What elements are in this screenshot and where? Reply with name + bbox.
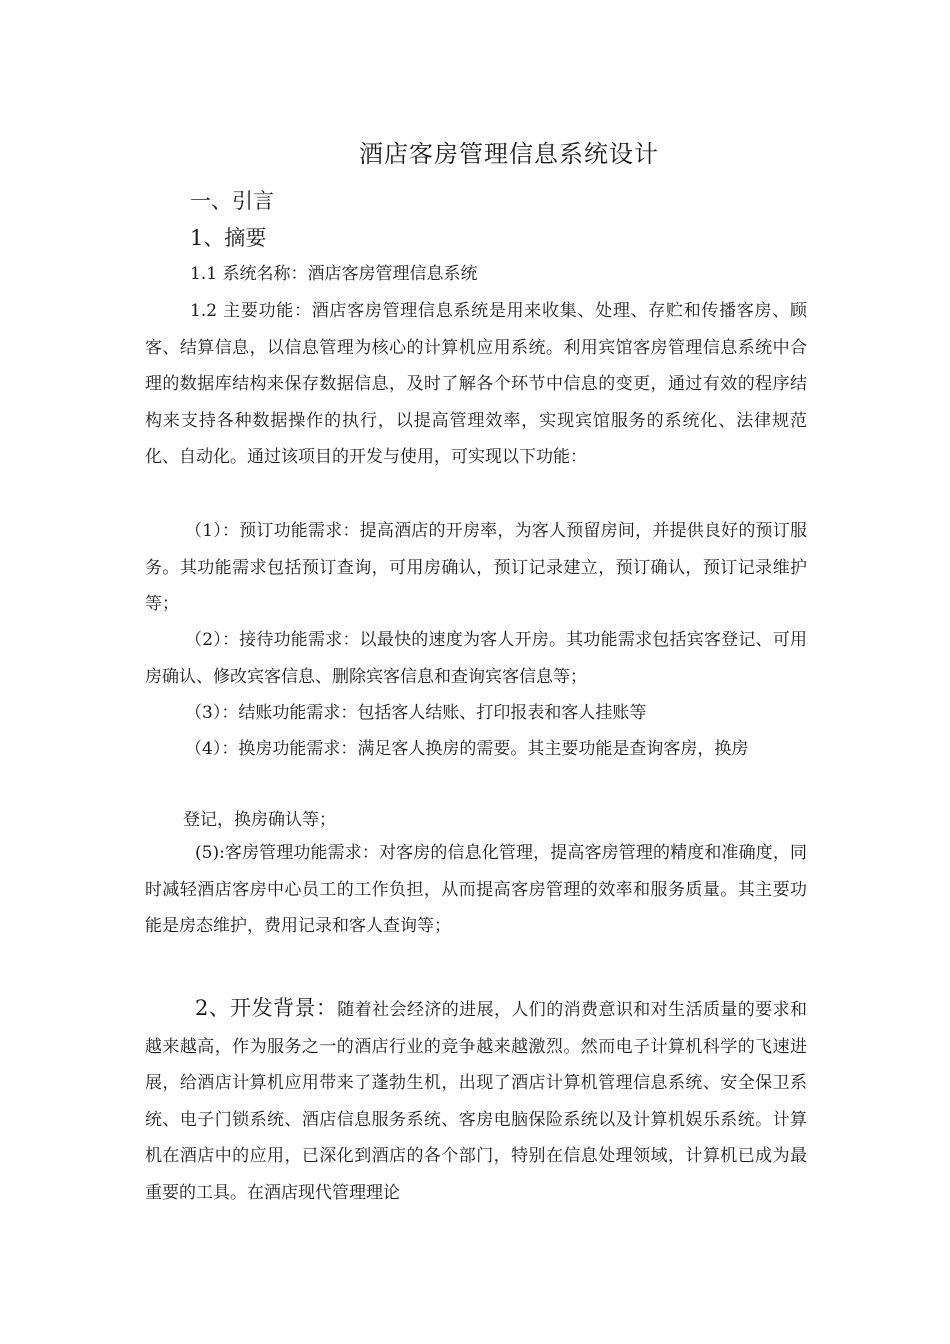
- background-text: 随着社会经济的进展，人们的消费意识和对生活质量的要求和越来越高，作为服务之一的酒店行业的竞争越来越激烈。然而电子计算机科学的飞速进展，给酒店计算机应用带来了蓬勃生机，出现了酒店计算机管理信息系统、安全保卫系统、电子门锁系统、酒店信息服务系统、客房电脑保险系统以及计算机娱乐系统。计算机在酒店中的应用，已深化到酒店的各个部门，特别在信息处理领域，计算机已成为最重要的工具。在酒店现代管理理论: [145, 1000, 807, 1203]
- document-title: 酒店客房管理信息系统设计: [359, 140, 659, 168]
- function-item-room-management: (5):客房管理功能需求：对客房的信息化管理，提高客房管理的精度和准确度，同时减轻酒店客房中心员工的工作负担，从而提高客房管理的效率和服务质量。其主要功能是房态维护，费用记录和客人查询等；: [145, 843, 807, 936]
- section-heading-introduction: 一、引言: [190, 189, 274, 213]
- background-heading: 2、开发背景：: [195, 996, 338, 1020]
- subsection-heading-abstract: 1、摘要: [190, 226, 267, 250]
- main-function-paragraph: 1.2 主要功能：酒店客房管理信息系统是用来收集、处理、存贮和传播客房、顾客、结算信息，以信息管理为核心的计算机应用系统。利用宾馆客房管理信息系统中合理的数据库结构来保存数据信息，及时了解各个环节中信息的变更，通过有效的程序结构来支持各种数据操作的执行，以提高管理效率，实现宾馆服务的系统化、法律规范化、自动化。通过该项目的开发与使用，可实现以下功能：: [145, 301, 807, 467]
- function-item-checkout: （3）：结账功能需求：包括客人结账、打印报表和客人挂账等: [185, 703, 647, 723]
- background-paragraph: [145, 990, 807, 1211]
- system-name-paragraph: 1.1 系统名称：酒店客房管理信息系统: [190, 264, 478, 284]
- function-item-reception: （2）：接待功能需求：以最快的速度为客人开房。其功能需求包括宾客登记、可用房确认、修改宾客信息、删除宾客信息和查询宾客信息等；: [145, 630, 807, 687]
- function-item-booking: （1）：预订功能需求：提高酒店的开房率，为客人预留房间，并提供良好的预订服务。其功能需求包括预订查询，可用房确认，预订记录建立，预订确认，预订记录维护等；: [145, 521, 807, 614]
- function-item-room-change: （4）：换房功能需求：满足客人换房的需要。其主要功能是查询客房，换房: [185, 739, 749, 759]
- function-item-room-change-continued: 登记，换房确认等；: [183, 810, 336, 830]
